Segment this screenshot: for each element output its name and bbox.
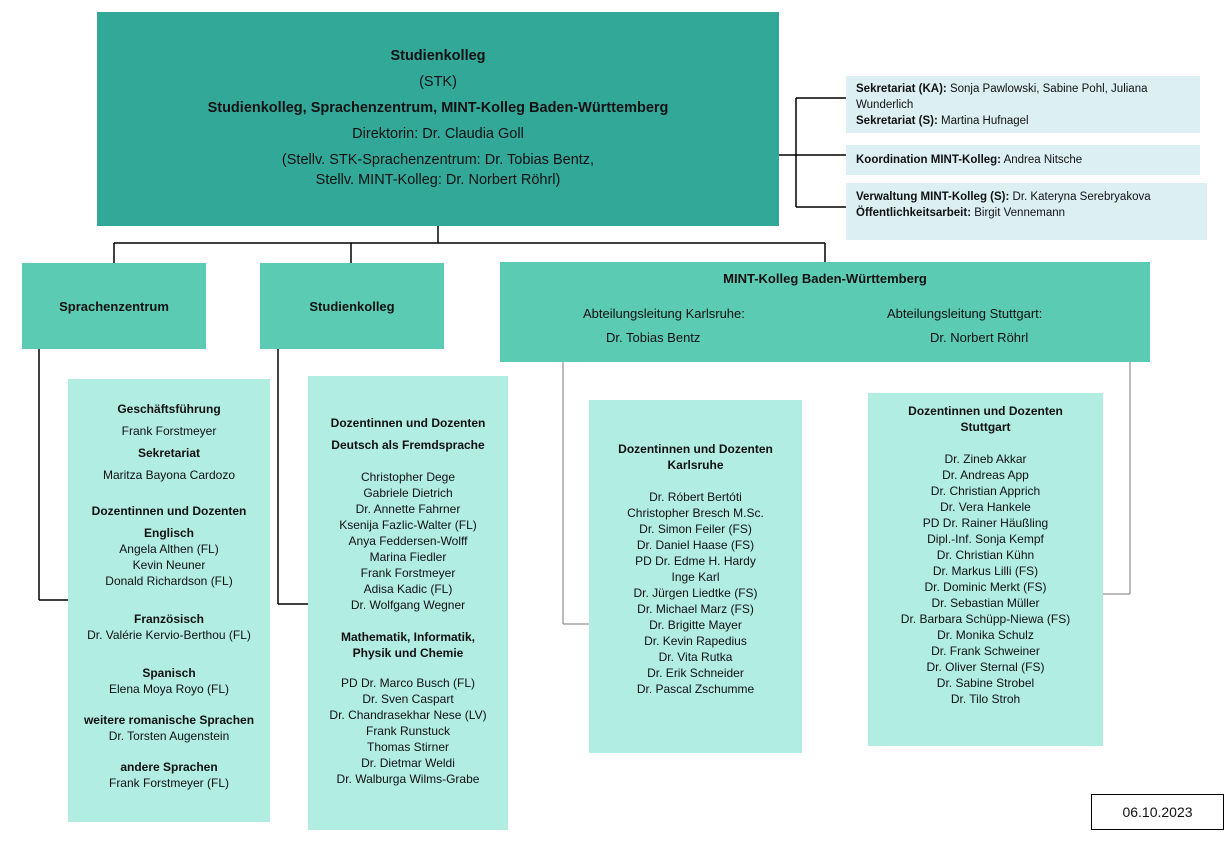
- list-item: Christopher Bresch M.Sc.: [627, 506, 764, 520]
- list-item: Adisa Kadic (FL): [363, 582, 453, 596]
- list-item: Dr. Pascal Zschumme: [636, 682, 755, 696]
- list-item: Angela Althen (FL): [119, 542, 219, 556]
- list-item: Dr. Zineb Akkar: [944, 452, 1027, 466]
- list-item: Dr. Dominic Merkt (FS): [924, 580, 1047, 594]
- mint-ka-value: Dr. Tobias Bentz: [606, 330, 701, 345]
- list-item: Dr. Valérie Kervio-Berthou (FL): [87, 628, 251, 642]
- list-item: Frank Forstmeyer (FL): [108, 776, 229, 790]
- director-box: [97, 12, 779, 226]
- list-item: Dr. Erik Schneider: [647, 666, 744, 680]
- mint-label-1: Mathematik, Informatik,: [340, 630, 476, 644]
- list-item: Dr. Sebastian Müller: [931, 596, 1040, 610]
- coordination-box: [846, 145, 1200, 175]
- list-item: Dr. Christian Apprich: [930, 484, 1041, 498]
- list-item: Dr. Annette Fahrner: [355, 502, 461, 516]
- s-names: [868, 451, 1103, 707]
- list-item: Kevin Neuner: [132, 558, 206, 572]
- list-item: Thomas Stirner: [366, 740, 450, 754]
- s-head-2: Stuttgart: [960, 420, 1011, 434]
- mint-label-2: Physik und Chemie: [352, 646, 464, 660]
- list-item: Elena Moya Royo (FL): [108, 682, 230, 696]
- coordination-mint: Koordination MINT-Kolleg: Andrea Nitsche: [856, 154, 1083, 166]
- list-item: Dr. Tilo Stroh: [950, 692, 1021, 706]
- stk-doz-label: Dozentinnen und Dozenten: [330, 416, 486, 430]
- administration-box: [846, 183, 1207, 240]
- secretariat-ka: Sekretariat (KA): Sonja Pawlowski, Sabine Pohl, Juliana Wunderlich: [856, 83, 1148, 111]
- list-item: PD Dr. Edme H. Hardy: [635, 554, 756, 568]
- list-item: Dr. Barbara Schüpp-Niewa (FS): [900, 612, 1071, 626]
- s-head-1: Dozentinnen und Dozenten: [908, 404, 1063, 418]
- andere-label: andere Sprachen: [120, 760, 218, 774]
- ka-names: [589, 489, 802, 697]
- list-item: Dr. Kevin Rapedius: [644, 634, 747, 648]
- list-item: Dr. Christian Kühn: [936, 548, 1035, 562]
- deputy-mint: Stellv. MINT-Kolleg: Dr. Norbert Röhrl): [315, 172, 561, 188]
- karlsruhe-list: [589, 400, 802, 753]
- list-item: Dr. Frank Schweiner: [931, 644, 1040, 658]
- studienkolleg-list: [308, 376, 508, 830]
- daf-list: [308, 469, 508, 613]
- list-item: Dr. Vita Rutka: [658, 650, 733, 664]
- list-item: Dr. Sven Caspart: [362, 692, 454, 706]
- mint-title: MINT-Kolleg Baden-Württemberg: [723, 271, 927, 286]
- span-label: Spanisch: [142, 666, 196, 680]
- list-item: Frank Runstuck: [365, 724, 451, 738]
- sek-label: Sekretariat: [137, 446, 201, 460]
- org-title: Studienkolleg: [390, 48, 486, 64]
- administration-mint: Verwaltung MINT-Kolleg (S): Dr. Kateryna Serebryakova: [856, 191, 1151, 203]
- mint-s-value: Dr. Norbert Röhrl: [930, 330, 1029, 345]
- public-relations: Öffentlichkeitsarbeit: Birgit Vennemann: [856, 207, 1066, 219]
- sek-value: Maritza Bayona Cardozo: [102, 468, 236, 482]
- list-item: Dr. Sabine Strobel: [936, 676, 1035, 690]
- sprachenzentrum-title: Sprachenzentrum: [59, 298, 169, 314]
- secretariat-box: [846, 76, 1200, 133]
- studienkolleg-header: [260, 263, 444, 349]
- list-item: Dr. Torsten Augenstein: [108, 729, 230, 743]
- list-item: Dr. Vera Hankele: [940, 500, 1031, 514]
- list-item: Dr. Róbert Bertóti: [649, 490, 742, 504]
- mint-ka-label: Abteilungsleitung Karlsruhe:: [583, 306, 745, 321]
- mint-s-label: Abteilungsleitung Stuttgart:: [887, 306, 1043, 321]
- list-item: Dipl.-Inf. Sonja Kempf: [927, 532, 1044, 546]
- list-item: Dr. Oliver Sternal (FS): [926, 660, 1045, 674]
- list-item: Ksenija Fazlic-Walter (FL): [339, 518, 477, 532]
- list-item: Marina Fiedler: [369, 550, 447, 564]
- list-item: Dr. Daniel Haase (FS): [636, 538, 755, 552]
- franz-label: Französisch: [133, 612, 205, 626]
- list-item: Dr. Chandrasekhar Nese (LV): [329, 708, 487, 722]
- list-item: Christopher Dege: [360, 470, 456, 484]
- org-subtitle: Studienkolleg, Sprachenzentrum, MINT-Kolleg Baden-Württemberg: [207, 100, 669, 116]
- sprachenzentrum-header: [22, 263, 206, 349]
- list-item: Anya Feddersen-Wolff: [348, 534, 468, 548]
- list-item: PD Dr. Rainer Häußling: [922, 516, 1049, 530]
- list-item: Dr. Simon Feiler (FS): [639, 522, 752, 536]
- sprachenzentrum-list: [68, 379, 270, 822]
- list-item: Frank Forstmeyer: [360, 566, 456, 580]
- deputy-sprachenzentrum: (Stellv. STK-Sprachenzentrum: Dr. Tobias Bentz,: [281, 152, 595, 168]
- studienkolleg-title: Studienkolleg: [309, 298, 395, 314]
- secretariat-s: Sekretariat (S): Martina Hufnagel: [856, 115, 1029, 127]
- ka-head-1: Dozentinnen und Dozenten: [618, 442, 773, 456]
- stuttgart-list: [868, 393, 1103, 746]
- list-item: Dr. Michael Marz (FS): [637, 602, 754, 616]
- date-box: [1091, 794, 1224, 830]
- englisch-label: Englisch: [143, 526, 194, 540]
- gf-label: Geschäftsführung: [117, 402, 221, 416]
- daf-label: Deutsch als Fremdsprache: [331, 438, 485, 452]
- list-item: Dr. Markus Lilli (FS): [932, 564, 1039, 578]
- org-abbreviation: (STK): [419, 74, 457, 90]
- list-item: Dr. Andreas App: [942, 468, 1029, 482]
- ka-head-2: Karlsruhe: [667, 458, 724, 472]
- mint-header: [500, 262, 1150, 362]
- doz-label: Dozentinnen und Dozenten: [91, 504, 247, 518]
- date-label: 06.10.2023: [1122, 804, 1193, 820]
- list-item: PD Dr. Marco Busch (FL): [340, 676, 476, 690]
- stk-mint-list: [308, 675, 508, 787]
- gf-value: Frank Forstmeyer: [121, 424, 217, 438]
- director-name: Direktorin: Dr. Claudia Goll: [352, 126, 524, 142]
- list-item: Dr. Monika Schulz: [937, 628, 1034, 642]
- list-item: Inge Karl: [671, 570, 720, 584]
- list-item: Dr. Walburga Wilms-Grabe: [336, 772, 480, 786]
- list-item: Dr. Jürgen Liedtke (FS): [633, 586, 758, 600]
- list-item: Gabriele Dietrich: [363, 486, 453, 500]
- rom-label: weitere romanische Sprachen: [83, 713, 255, 727]
- list-item: Dr. Dietmar Weldi: [361, 756, 455, 770]
- list-item: Dr. Wolfgang Wegner: [350, 598, 466, 612]
- list-item: Dr. Brigitte Mayer: [649, 618, 742, 632]
- list-item: Donald Richardson (FL): [105, 574, 233, 588]
